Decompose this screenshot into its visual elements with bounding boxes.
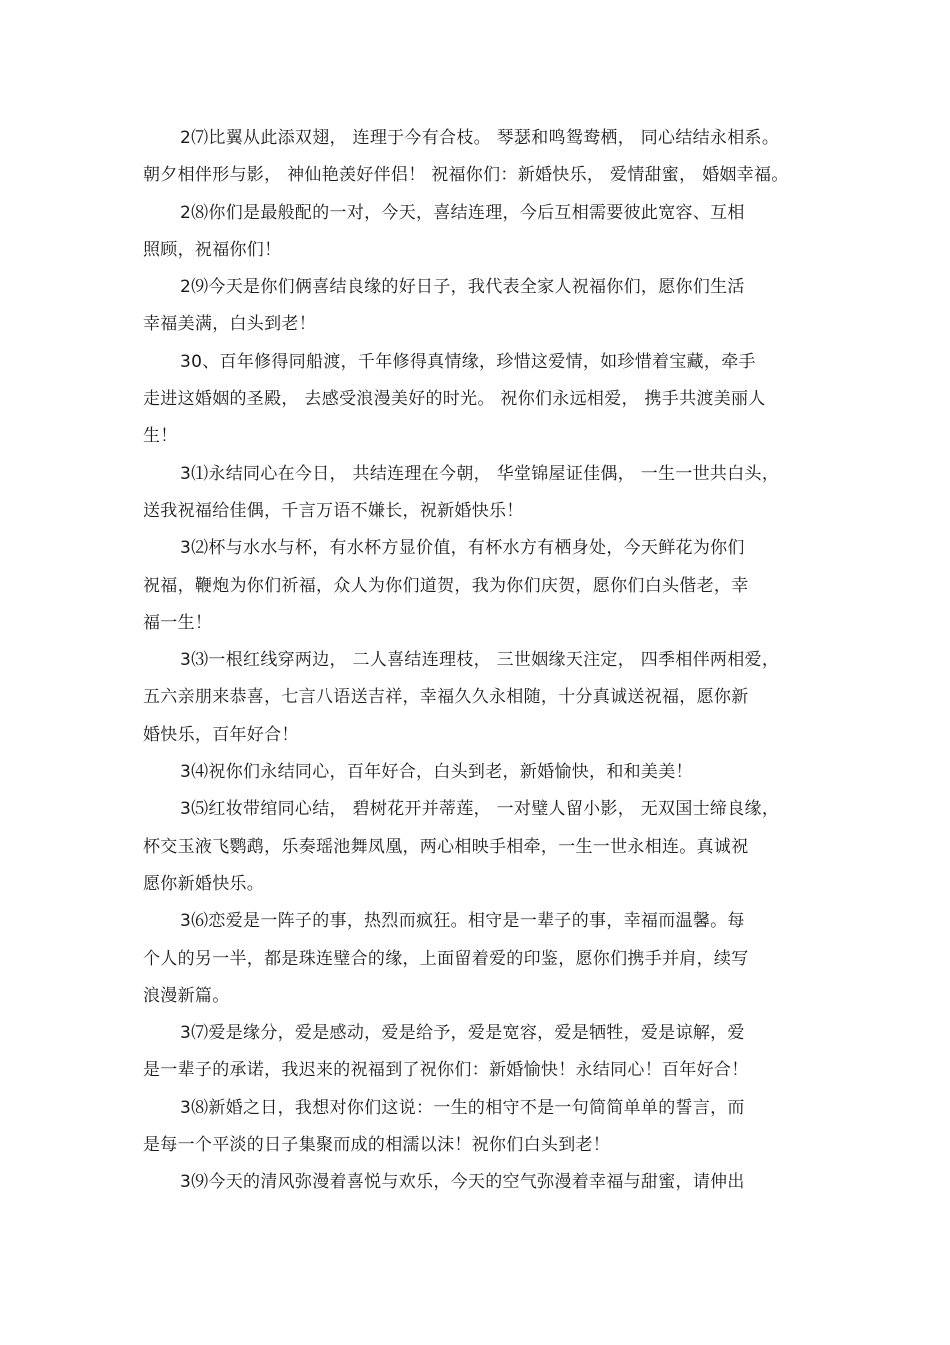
text-line: 五六亲朋来恭喜，七言八语送吉祥，幸福久久永相随，十分真诚送祝福，愿你新 (143, 687, 749, 708)
text-line: 是每一个平淡的日子集聚而成的相濡以沫！祝你们白头到老！ (143, 1135, 611, 1156)
text-line: 福一生！ (143, 612, 213, 633)
entry-39 (143, 1164, 808, 1201)
text-line: 杯交玉液飞鹦鹉，乐奏瑶池舞凤凰，两心相映手相牵，一生一世永相连。真诚祝 (143, 836, 749, 857)
text-line: 愿你新婚快乐。 (143, 873, 265, 894)
text-line: 生！ (143, 426, 178, 447)
text-line: 3⑺爱是缘分，爱是感动，爱是给予，爱是宽容，爱是牺牲，爱是谅解，爱 (180, 1023, 745, 1044)
text-line: 送我祝福给佳偶，千言万语不嫌长，祝新婚快乐！ (143, 500, 524, 521)
text-line: 个人的另一半，都是珠连璧合的缘，上面留着爱的印鉴，愿你们携手并肩，续写 (143, 948, 749, 969)
entry-31 (143, 456, 808, 531)
text-line: 是一辈子的承诺，我迟来的祝福到了祝你们：新婚愉快！永结同心！百年好合！ (143, 1060, 749, 1081)
text-line: 2⑼今天是你们俩喜结良缘的好日子，我代表全家人祝福你们，愿你们生活 (180, 277, 745, 298)
text-line: 3⑹恋爱是一阵子的事，热烈而疯狂。相守是一辈子的事，幸福而温馨。每 (180, 911, 745, 932)
entry-36 (143, 903, 808, 1015)
text-line: 幸福美满，白头到老！ (143, 314, 316, 335)
text-line: 走进这婚姻的圣殿， 去感受浪漫美好的时光。 祝你们永远相爱， 携手共渡美丽人 (143, 389, 766, 410)
text-line: 祝福，鞭炮为你们祈福，众人为你们道贺，我为你们庆贺，愿你们白头偕老，幸 (143, 575, 749, 596)
text-line: 浪漫新篇。 (143, 985, 230, 1006)
entry-32 (143, 530, 808, 642)
text-line: 3⑵杯与水水与杯，有水杯方显价值，有杯水方有栖身处，今天鲜花为你们 (180, 538, 745, 559)
text-line: 3⑶一根红线穿两边， 二人喜结连理枝， 三世姻缘天注定， 四季相伴两相爱， (180, 650, 780, 671)
text-line: 照顾，祝福你们！ (143, 239, 282, 260)
text-line: 2⑺比翼从此添双翅， 连理于今有合枝。 琴瑟和鸣鸳鸯栖， 同心结结永相系。 (180, 128, 780, 148)
text-line: 3⑻新婚之日，我想对你们这说：一生的相守不是一句简简单单的誓言，而 (180, 1097, 745, 1118)
entry-38 (143, 1090, 808, 1165)
entry-28 (143, 195, 808, 270)
text-line: 婚快乐，百年好合！ (143, 724, 299, 745)
entry-37 (143, 1015, 808, 1090)
text-line: 3⑷祝你们永结同心，百年好合，白头到老，新婚愉快，和和美美！ (180, 762, 693, 783)
text-line: 朝夕相伴形与影， 神仙艳羡好伴侣！ 祝福你们：新婚快乐， 爱情甜蜜， 婚姻幸福。 (143, 165, 789, 186)
text-line: 30、百年修得同船渡，千年修得真情缘，珍惜这爱情，如珍惜着宝藏，牵手 (180, 351, 756, 372)
entry-30 (143, 344, 808, 456)
entry-35 (143, 791, 808, 903)
entry-29 (143, 269, 808, 344)
document-body (143, 120, 808, 1202)
text-line: 3⑼今天的清风弥漫着喜悦与欢乐，今天的空气弥漫着幸福与甜蜜，请伸出 (180, 1172, 745, 1193)
entry-34 (143, 754, 808, 791)
entry-27 (143, 120, 808, 195)
text-line: 3⑸红妆带绾同心结， 碧树花开并蒂莲， 一对璧人留小影， 无双国士缔良缘， (180, 799, 780, 820)
text-line: 2⑻你们是最般配的一对，今天，喜结连理，今后互相需要彼此宽容、互相 (180, 202, 745, 223)
entry-33 (143, 642, 808, 754)
text-line: 3⑴永结同心在今日， 共结连理在今朝， 华堂锦屋证佳偶， 一生一世共白头， (180, 463, 780, 484)
